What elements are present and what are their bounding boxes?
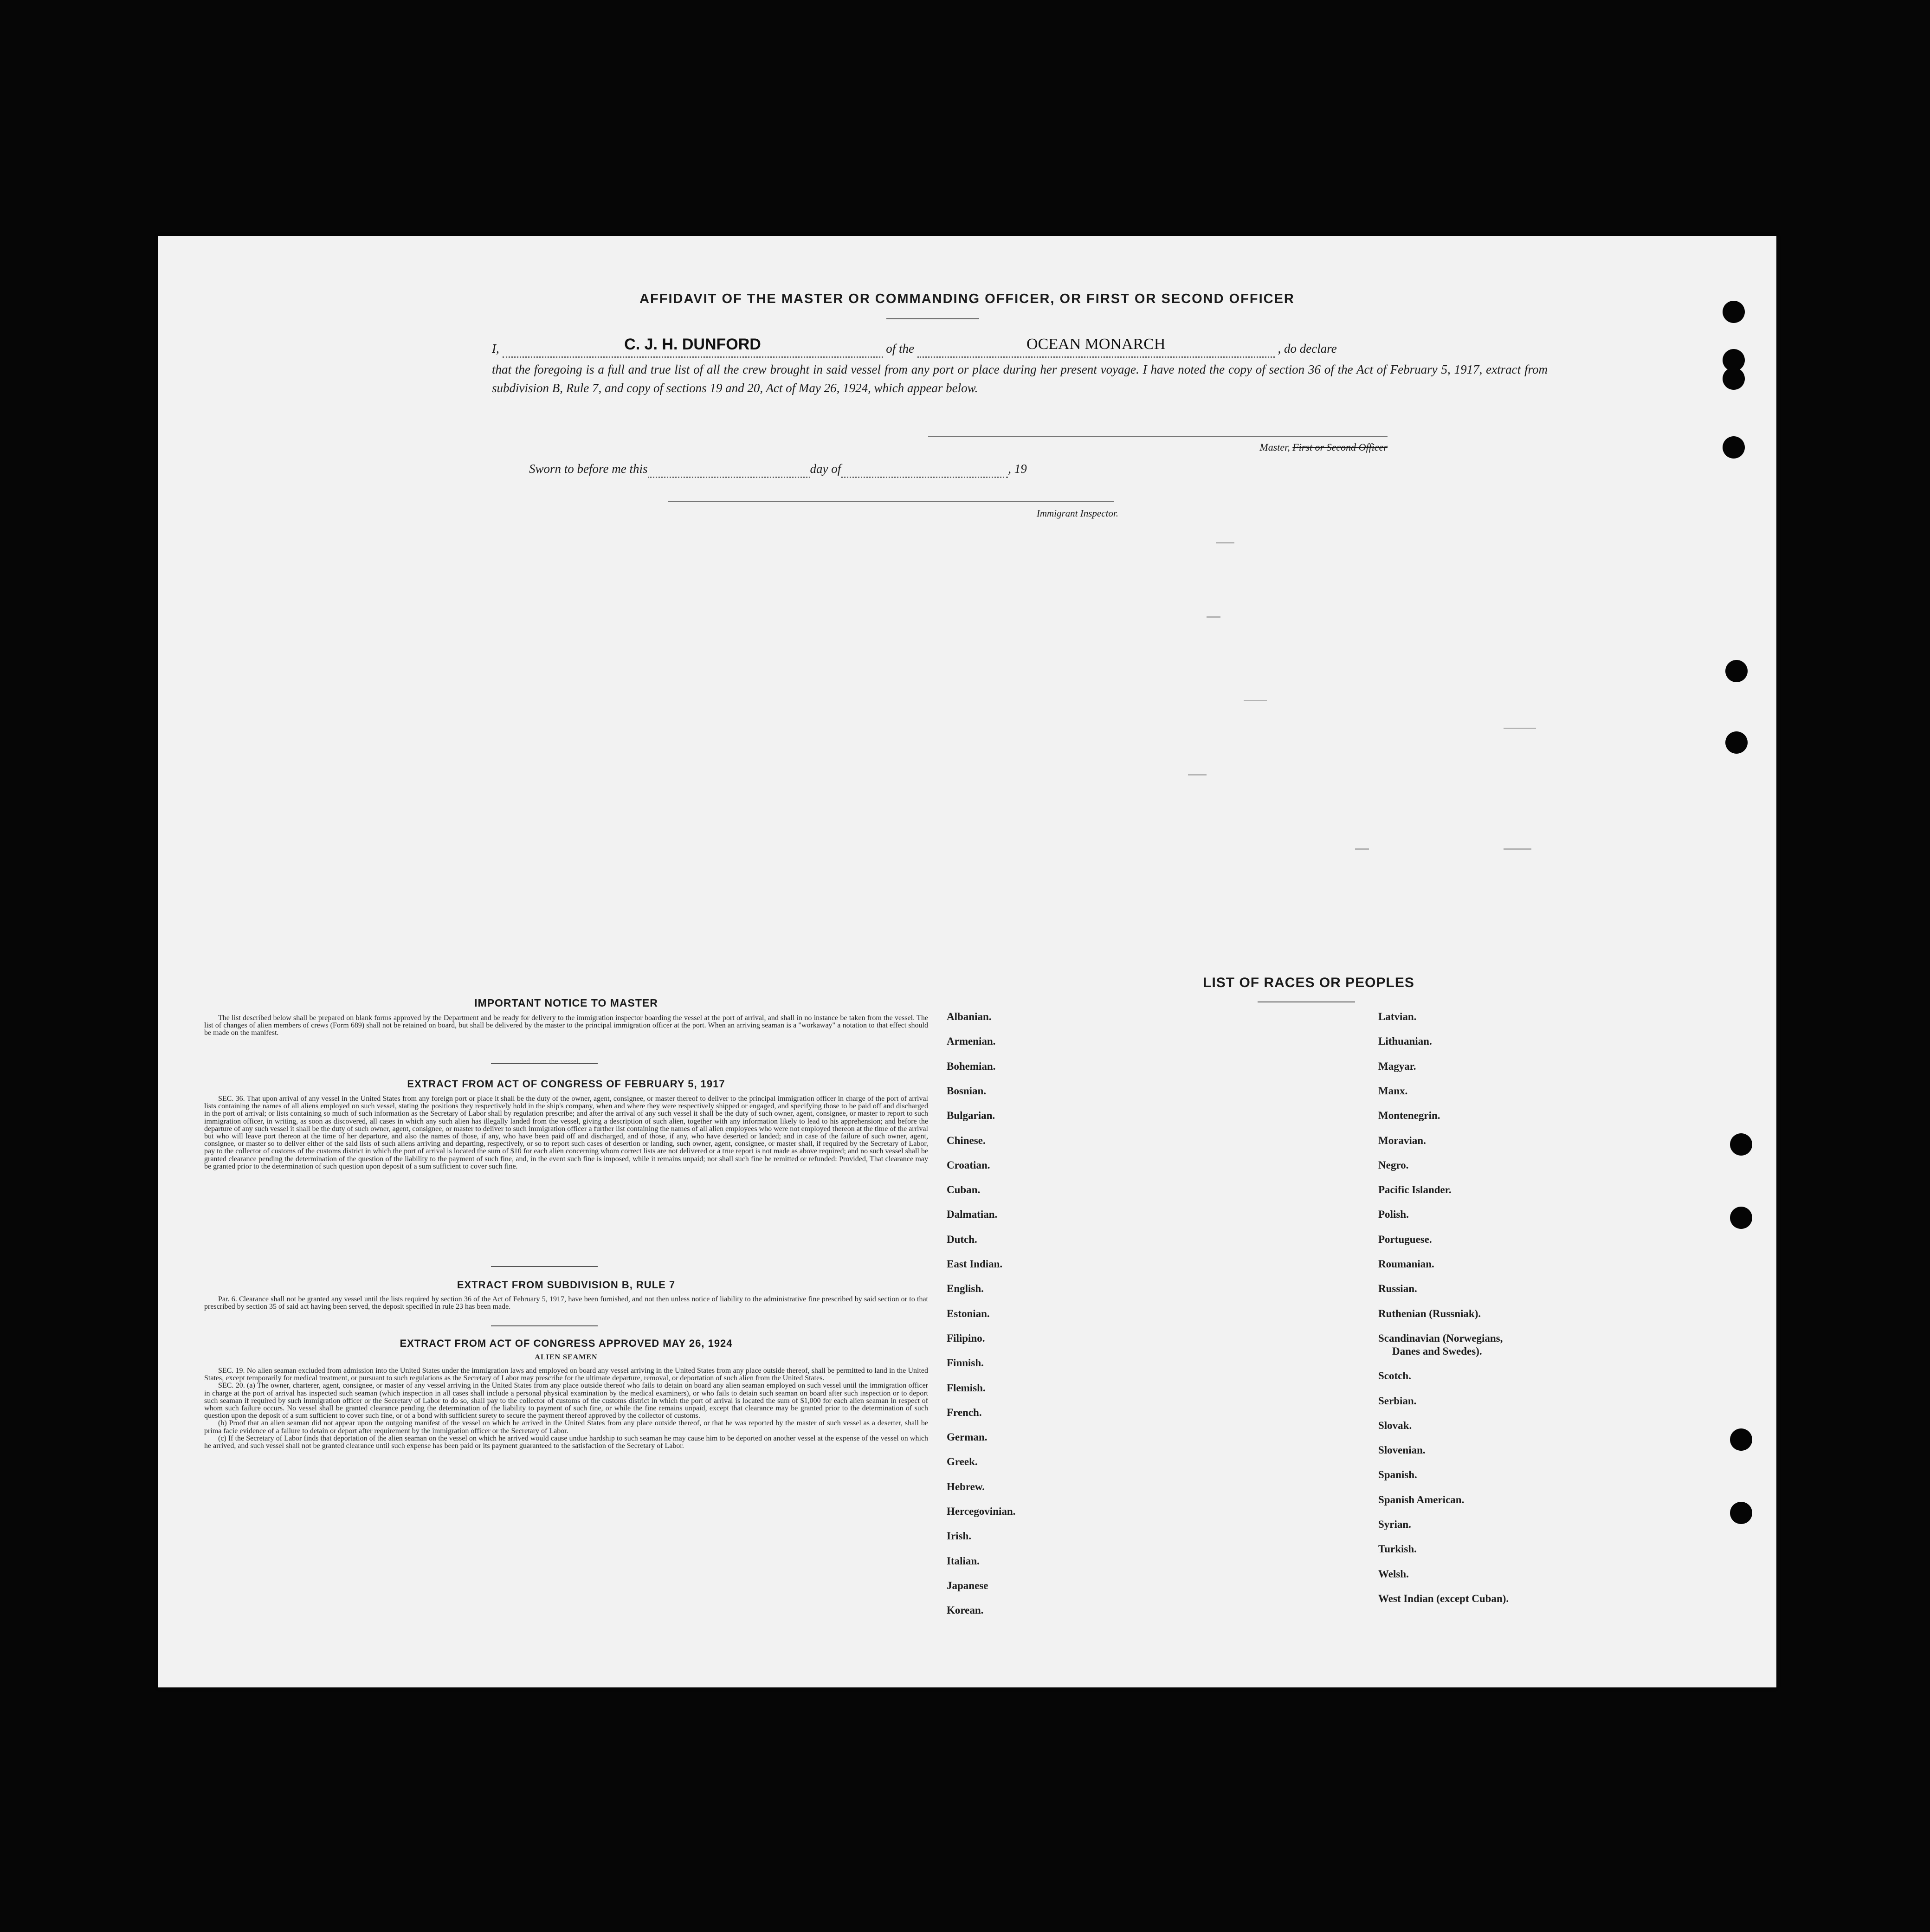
bleed-mark (1207, 616, 1220, 618)
bleed-mark (1216, 542, 1234, 543)
form-page (158, 236, 1776, 1687)
signature-caption (1179, 438, 1388, 457)
act-1924-subtitle: ALIEN SEAMEN (535, 1353, 598, 1361)
binder-hole (1723, 368, 1745, 390)
bleed-mark (1188, 774, 1207, 775)
act-1924-title: EXTRACT FROM ACT OF CONGRESS APPROVED MAY 26, 1924 (400, 1338, 733, 1349)
race-left-item: French. (947, 1406, 982, 1418)
affidavit-body: that the foregoing is a full and true list of all the crew brought in said vessel from any port or place during her present voyage. I have noted the copy of section 36 of the Act of February 5, 1917, extract from subdivision B, Rule 7, and copy of sections 19 and 20, Act of May 26, 1924, which appear below. (492, 362, 1548, 395)
race-left-item: East Indian. (947, 1258, 1003, 1270)
master-name-field[interactable] (503, 336, 883, 358)
race-left-item: Korean. (947, 1604, 984, 1616)
race-left-item: English. (947, 1283, 984, 1295)
race-left-item: Irish. (947, 1530, 972, 1542)
bleed-mark (1355, 848, 1369, 850)
binder-hole (1730, 1502, 1752, 1524)
vessel-name-value: OCEAN MONARCH (1026, 336, 1166, 353)
rule-7-title: EXTRACT FROM SUBDIVISION B, RULE 7 (457, 1279, 676, 1291)
notice-text (204, 1014, 928, 1037)
race-right-item: Polish. (1378, 1208, 1409, 1221)
race-right-item: Lithuanian. (1378, 1035, 1432, 1047)
signature-line[interactable] (928, 436, 1388, 437)
race-left-item: Filipino. (947, 1332, 985, 1344)
race-left-item: Japanese (947, 1579, 988, 1591)
race-right-item: Syrian. (1378, 1518, 1411, 1530)
race-left-item: Armenian. (947, 1035, 996, 1047)
day-of-label: day of (810, 462, 841, 476)
of-the-label: of the (886, 342, 914, 355)
race-right-item: Slovenian. (1378, 1444, 1426, 1456)
do-declare-label: , do declare (1278, 342, 1337, 355)
race-right-item: Scotch. (1378, 1370, 1411, 1382)
signature-caption-struck: First or Second Officer (1292, 441, 1388, 453)
affidavit-title: AFFIDAVIT OF THE MASTER OR COMMANDING OFFICER, OR FIRST OR SECOND OFFICER (639, 291, 1295, 306)
race-right-item: Russian. (1378, 1283, 1417, 1295)
binder-hole (1725, 660, 1748, 682)
race-left-item: German. (947, 1431, 988, 1443)
race-left-item: Hebrew. (947, 1480, 985, 1493)
race-right-item: Negro. (1378, 1159, 1409, 1171)
race-right-item: Moravian. (1378, 1134, 1426, 1146)
sworn-month-field[interactable] (841, 463, 1008, 478)
rule-7-rule (491, 1325, 598, 1326)
race-left-item: Albanian. (947, 1011, 992, 1022)
race-left-item: Dutch. (947, 1233, 977, 1245)
binder-hole (1723, 436, 1745, 459)
race-right-item: Spanish. (1378, 1469, 1417, 1481)
race-right-item: Serbian. (1378, 1395, 1417, 1407)
inspector-caption: Immigrant Inspector. (1036, 508, 1118, 519)
title-rule (886, 318, 979, 319)
race-left-item: Bulgarian. (947, 1110, 995, 1122)
bleed-mark (1244, 700, 1267, 701)
race-right-item: Turkish. (1378, 1543, 1417, 1555)
year-prefix: , 19 (1008, 462, 1027, 476)
rule-7-text (204, 1296, 928, 1311)
race-left-item: Hercegovinian. (947, 1506, 1016, 1517)
race-right-item: West Indian (except Cuban). (1378, 1592, 1509, 1604)
race-left-item: Dalmatian. (947, 1208, 998, 1221)
binder-hole (1723, 301, 1745, 323)
race-right-item: Latvian. (1378, 1011, 1417, 1022)
race-left-item: Bosnian. (947, 1085, 987, 1097)
race-left-item: Croatian. (947, 1159, 990, 1171)
races-title: LIST OF RACES OR PEOPLES (1203, 975, 1414, 990)
race-right-item: Manx. (1378, 1085, 1408, 1097)
act-1924-sec-20b: (b) Proof that an alien seaman did not appear upon the outgoing manifest of the vessel on which he arrived in the United States from any place outside thereof, or that he was reported by the master of such vessel as a deserter, shall be prima facie evidence of a failure to detain or deport after requirement by the immigration officer or the Secretary of Labor. (204, 1419, 928, 1435)
race-right-item: Welsh. (1378, 1568, 1409, 1580)
binder-hole (1730, 1428, 1752, 1451)
act-1924-sec-20c: (c) If the Secretary of Labor finds that deportation of the alien seaman on the vessel on which he arrived would cause undue hardship to such seaman he may cause him to be deported on another vessel at the expense of the vessel on which he arrived, and such vessel shall not be granted clearance until such expense has been paid or its payment guaranteed to the satisfaction of the Secretary of Labor. (204, 1434, 928, 1450)
affidavit-declaration-line (492, 336, 1550, 358)
inspector-signature-line[interactable] (668, 501, 1114, 502)
race-left-item: Chinese. (947, 1134, 986, 1146)
binder-hole (1725, 731, 1748, 754)
act-1924-text (204, 1367, 928, 1450)
act-1917-title: EXTRACT FROM ACT OF CONGRESS OF FEBRUARY 5, 1917 (407, 1078, 725, 1090)
bleed-mark (1504, 728, 1536, 729)
binder-hole (1730, 1207, 1752, 1229)
binder-hole (1730, 1133, 1752, 1156)
race-left-item: Italian. (947, 1555, 980, 1567)
race-left-item: Bohemian. (947, 1060, 996, 1072)
vessel-name-field[interactable] (917, 336, 1275, 358)
rule-7-paragraph: Par. 6. Clearance shall not be granted any vessel until the lists required by section 36 of the Act of February 5, 1917, have been furnished, and not then unless notice of liability to the administrative fine prescribed by said section or to that prescribed by section 35 of said act having been served, the deposit specified in rule 23 has been made. (204, 1295, 928, 1311)
race-left-item: Finnish. (947, 1357, 984, 1369)
sworn-label: Sworn to before me this (529, 462, 648, 476)
race-right-item: Portuguese. (1378, 1233, 1432, 1245)
race-left-item: Estonian. (947, 1307, 990, 1319)
act-1917-rule (491, 1266, 598, 1267)
race-right-item: Magyar. (1378, 1060, 1416, 1072)
sworn-line (529, 459, 1027, 478)
notice-title: IMPORTANT NOTICE TO MASTER (474, 997, 658, 1009)
race-right-item: Roumanian. (1378, 1258, 1434, 1270)
master-name-value: C. J. H. DUNFORD (624, 336, 761, 353)
race-right-item: Ruthenian (Russniak). (1378, 1307, 1481, 1319)
notice-rule (491, 1063, 598, 1064)
race-scandinavian-continued: Danes and Swedes). (1392, 1345, 1482, 1357)
race-right-item: Montenegrin. (1378, 1110, 1440, 1122)
act-1924-sec-20a: SEC. 20. (a) The owner, charterer, agent, consignee, or master of any vessel arriving in the United States from any place outside thereof who fails to detain on board any alien seaman employed on such vessel until the immigration officer in charge at the port of arrival has inspected such seaman (which inspection in all cases shall include a personal physical examination by the medical examiners), or who fails to detain such seaman on board after such inspection or to deport such seaman if required by such immigration officer or the Secretary of Labor to do so, shall pay to the collector of customs of the customs district in which the port of arrival is located the sum of $1,000 for each alien seaman in respect of whom such failure occurs. No vessel shall be granted clearance pending the determination of the liability to payment of such fine, or while the fine remains unpaid, except that clearance may be granted prior to the determination of such question upon the deposit of a sum sufficient to cover such fine, or of a bond with sufficient surety to secure the payment thereof approved by the collector of customs. (204, 1382, 928, 1420)
race-right-item: Pacific Islander. (1378, 1184, 1452, 1196)
race-right-item: Slovak. (1378, 1419, 1412, 1431)
act-1917-text (204, 1095, 928, 1170)
act-1924-sec-19: SEC. 19. No alien seaman excluded from admission into the United States under the immigration laws and employed on board any vessel arriving in the United States from any place outside thereof, shall be permitted to land in the United States, except temporarily for medical treatment, or pursuant to such regulations as the Secretary of Labor may prescribe for the ultimate departure, removal, or deportation of such alien from the United States. (204, 1367, 928, 1383)
signature-caption-master: Master, (1259, 441, 1290, 453)
race-right-item: Scandinavian (Norwegians, (1378, 1332, 1503, 1344)
sworn-day-field[interactable] (648, 463, 810, 478)
race-right-item: Spanish American. (1378, 1493, 1465, 1506)
race-left-item: Cuban. (947, 1184, 981, 1196)
race-left-item: Greek. (947, 1456, 978, 1468)
act-1917-paragraph: SEC. 36. That upon arrival of any vessel in the United States from any foreign port or place it shall be the duty of the owner, agent, consignee, or master thereof to deliver to the principal immigration officer in charge of the port of arrival lists containing the names of all aliens employed on such vessel, stating the positions they respectively hold in the ship's company, when and where they were respectively shipped or engaged, and specifying those to be paid off and discharged in the port of arrival; or lists containing so much of such information as the Secretary of Labor shall by regulation prescribe; and after the arrival of any such vessel it shall be the duty of such owner, agent, consignee, or master to report to such immigration officer, in writing, as soon as discovered, all cases in which any such alien has illegally landed from the vessel, giving a description of such alien, together with any information likely to lead to his apprehension; and before the departure of any such vessel it shall be the duty of such owner, agent, consignee, or master to deliver to such immigration officer a further list containing the names of all alien employees who were not employed thereon at the time of the arrival but who will leave port thereon at the time of her departure, and also the names of those, if any, who have been paid off and discharged, and of those, if any, who have deserted or landed; and in case of the failure of such owner, agent, consignee, or master so to deliver either of the said lists of such aliens arriving and departing, respectively, or so to report such cases of desertion or landing, such owner, agent, consignee, or master shall, if required by the Secretary of Labor, pay to the collector of customs of the customs district in which the port of arrival is located the sum of $10 for each alien concerning whom correct lists are not delivered or a true report is not made as above required; and no such vessel shall be granted clearance pending the determination of the question of the liability to the payment of such fine, and, in the event such fine is imposed, while it remains unpaid; nor shall such fine be remitted or refunded: Provided, That clearance may be granted prior to the determination of such question upon deposit of a sum sufficient to cover such fine. (204, 1095, 928, 1170)
i-label: I, (492, 342, 499, 355)
bleed-mark (1504, 848, 1531, 850)
race-left-item: Flemish. (947, 1382, 986, 1394)
notice-paragraph: The list described below shall be prepared on blank forms approved by the Department and be ready for delivery to the immigration inspector boarding the vessel at the port of arrival, and shall in no instance be taken from the vessel. The list of changes of alien members of crews (Form 689) shall not be retained on board, but shall be delivered by the master to the principal immigration officer at the port. When an arriving seaman is a "workaway" a notation to that effect should be made on the manifest. (204, 1014, 928, 1037)
